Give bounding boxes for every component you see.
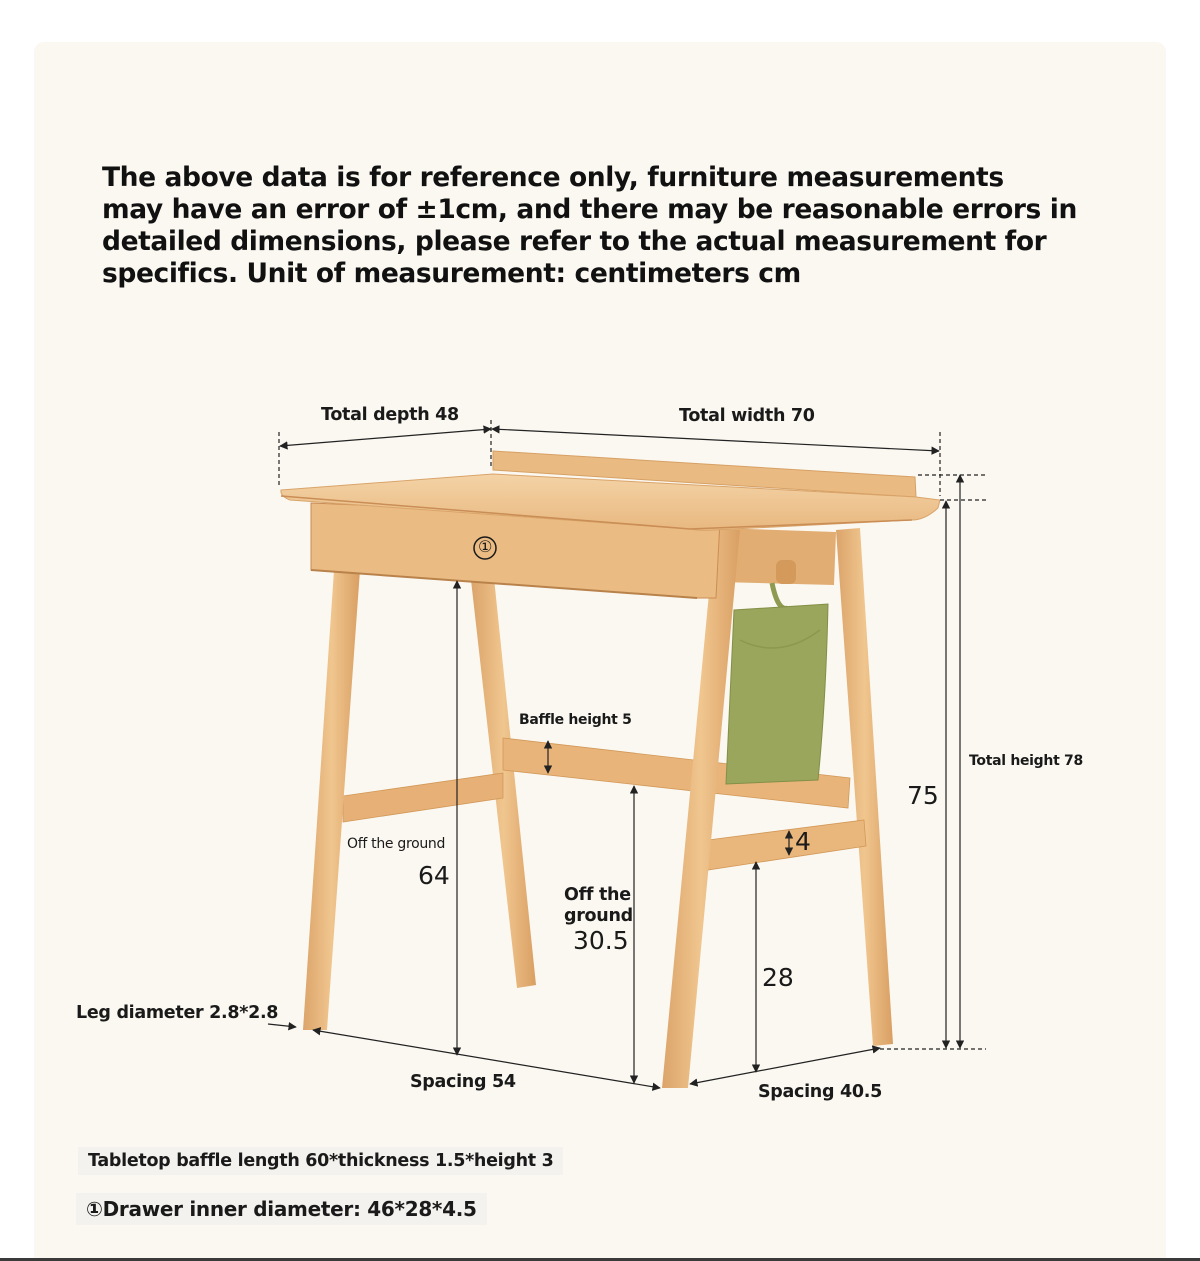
- total-depth-label: Total depth 48: [321, 405, 459, 425]
- drawer-marker: ①: [477, 537, 493, 556]
- spacing-40-5-label: Spacing 40.5: [758, 1082, 882, 1102]
- desk-illustration: [281, 451, 940, 1088]
- stretcher-4-value: 4: [795, 827, 811, 856]
- tabletop-baffle-note: Tabletop baffle length 60*thickness 1.5*height 3: [78, 1147, 563, 1175]
- spacing-54-label: Spacing 54: [410, 1072, 516, 1092]
- leg-diameter-label: Leg diameter 2.8*2.8: [76, 1003, 279, 1023]
- height-28-value: 28: [762, 963, 794, 992]
- total-height-label: Total height 78: [969, 753, 1083, 769]
- notice-line-4: specifics. Unit of measurement: centimeters cm: [102, 258, 801, 289]
- baffle-height-label: Baffle height 5: [519, 712, 632, 728]
- notice-line-3: detailed dimensions, please refer to the actual measurement for: [102, 226, 1047, 257]
- off-ground-mid-line1: Off the: [564, 885, 631, 905]
- total-width-label: Total width 70: [679, 406, 815, 426]
- off-ground-left-label: Off the ground: [347, 836, 446, 852]
- notice-line-2: may have an error of ±1cm, and there may be reasonable errors in: [102, 194, 1077, 225]
- off-ground-mid-value: 30.5: [573, 926, 629, 955]
- notice-line-1: The above data is for reference only, furniture measurements: [102, 162, 1004, 193]
- drawer-inner-note: ①Drawer inner diameter: 46*28*4.5: [76, 1193, 487, 1225]
- off-ground-left-value: 64: [418, 861, 450, 890]
- off-ground-mid-line2: ground: [564, 906, 633, 926]
- height-75-value: 75: [907, 781, 939, 810]
